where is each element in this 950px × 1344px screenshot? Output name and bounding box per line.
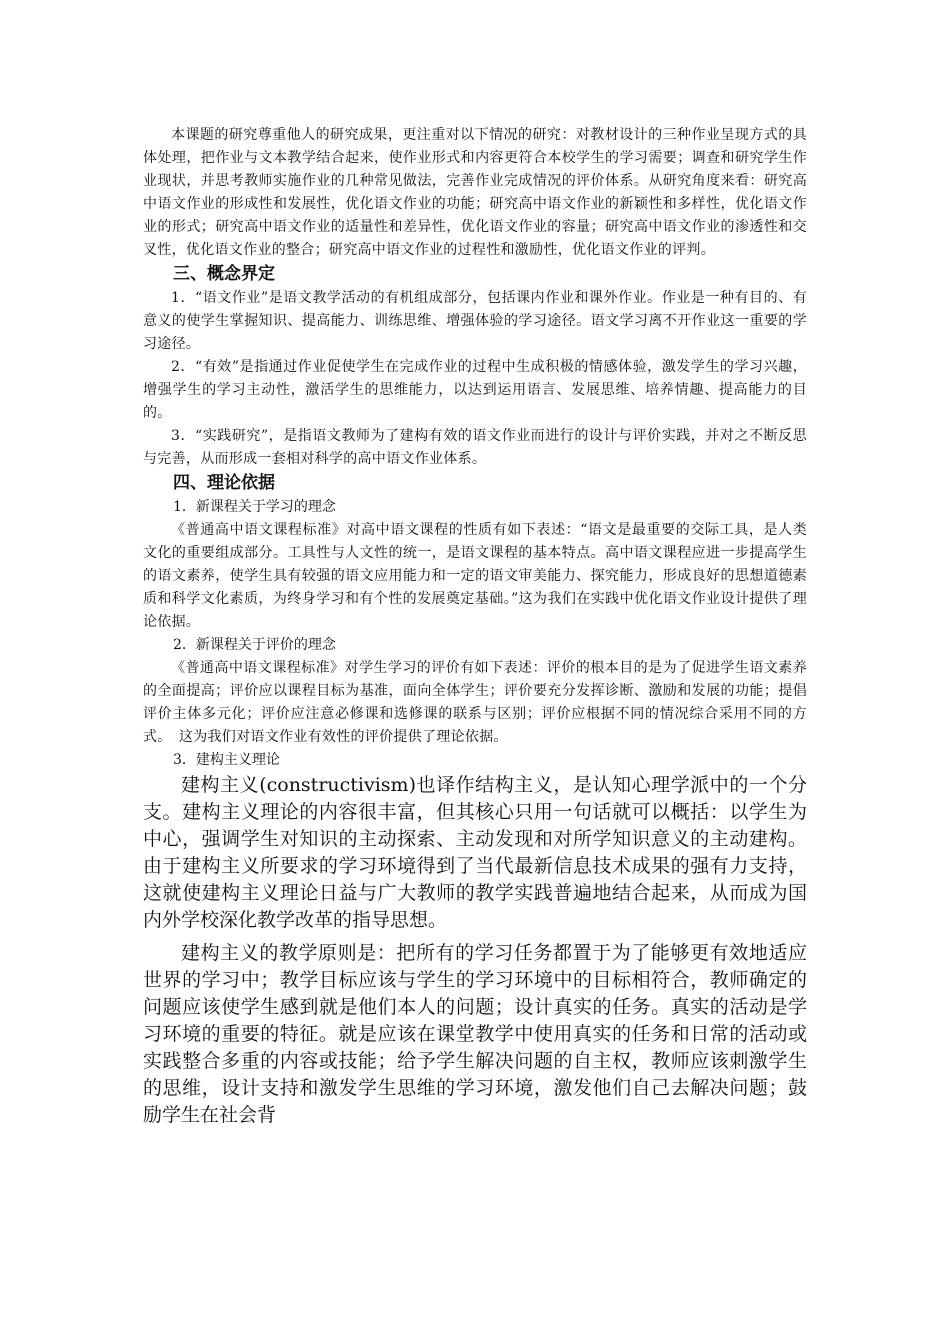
theory-paragraph-2: 《普通高中语文课程标准》对学生学习的评价有如下表述：评价的根本目的是为了促进学生语文素养的全面提高；评价应以课程目标为基准，面向全体学生；评价要充分发挥诊断、激励和发展的功能；提倡评价主体多元化；评价应注意必修课和选修课的联系与区别；评价应根据不同的情况综合采用不同的方式。 这为我们对语文作业有效性的评价提供了理论依据。: [143, 660, 807, 745]
concept-item-1: 1．“语文作业”是语文教学活动的有机组成部分，包括课内作业和课外作业。作业是一种有目的、有意义的使学生掌握知识、提高能力、训练思维、增强体验的学习途径。语文学习离不开作业这一重要的学习途径。: [143, 290, 807, 352]
concept-item-2: 2．“有效”是指通过作业促使学生在完成作业的过程中生成积极的情感体验，激发学生的学习兴趣，增强学生的学习主动性，激活学生的思维能力，以达到运用语言、发展思维、培养情趣、提高能力的目的。: [143, 359, 807, 421]
constructivism-paragraph-1: 建构主义(constructivism)也译作结构主义，是认知心理学派中的一个分支。建构主义理论的内容很丰富，但其核心只用一句话就可以概括：以学生为中心，强调学生对知识的主动探索、主动发现和对所学知识意义的主动建构。由于建构主义所要求的学习环境得到了当代最新信息技术成果的强有力支持，这就使建构主义理论日益与广大教师的教学实践普遍地结合起来，从而成为国内外学校深化教学改革的指导思想。: [143, 774, 807, 931]
constructivism-paragraph-2: 建构主义的教学原则是：把所有的学习任务都置于为了能够更有效地适应世界的学习中；教学目标应该与学生的学习环境中的目标相符合，教师确定的问题应该使学生感到就是他们本人的问题；设计真实的任务。真实的活动是学习环境的重要的特征。就是应该在课堂教学中使用真实的任务和日常的活动或实践整合多重的内容或技能；给予学生解决问题的自主权，教师应该刺激学生的思维，设计支持和激发学生思维的学习环境，激发他们自己去解决问题；鼓励学生在社会背: [143, 942, 807, 1126]
intro-paragraph: 本课题的研究尊重他人的研究成果，更注重对以下情况的研究：对教材设计的三种作业呈现方式的具体处理，把作业与文本教学结合起来，使作业形式和内容更符合本校学生的学习需要；调查和研究学生作业现状，并思考教师实施作业的几种常见做法，完善作业完成情况的评价体系。从研究角度来看：研究高中语文作业的形成性和发展性，优化语文作业的功能；研究高中语文作业的新颖性和多样性，优化语文作业的形式；研究高中语文作业的适量性和差异性，优化语文作业的容量；研究高中语文作业的渗透性和交叉性，优化语文作业的整合；研究高中语文作业的过程性和激励性，优化语文作业的评判。: [143, 127, 807, 258]
theory-subheading-3: 3．建构主义理论: [173, 752, 280, 768]
document-body: [143, 124, 807, 1135]
section-4-heading: 四、理论依据: [173, 473, 275, 493]
section-3-heading: 三、概念界定: [173, 264, 275, 284]
theory-paragraph-1: 《普通高中语文课程标准》对高中语文课程的性质有如下表述：“语文是最重要的交际工具，是人类文化的重要组成部分。工具性与人文性的统一，是语文课程的基本特点。高中语文课程应进一步提高学生的语文素养，使学生具有较强的语文应用能力和一定的语文审美能力、探究能力，形成良好的思想道德素质和科学文化素质，为终身学习和有个性的发展奠定基础。”这为我们在实践中优化语文作业设计提供了理论依据。: [143, 522, 807, 630]
theory-subheading-2: 2．新课程关于评价的理念: [173, 637, 336, 653]
theory-subheading-1: 1．新课程关于学习的理念: [173, 499, 336, 515]
concept-item-3: 3．“实践研究”，是指语文教师为了建构有效的语文作业而进行的设计与评价实践，并对之不断反思与完善，从而形成一套相对科学的高中语文作业体系。: [143, 428, 807, 467]
